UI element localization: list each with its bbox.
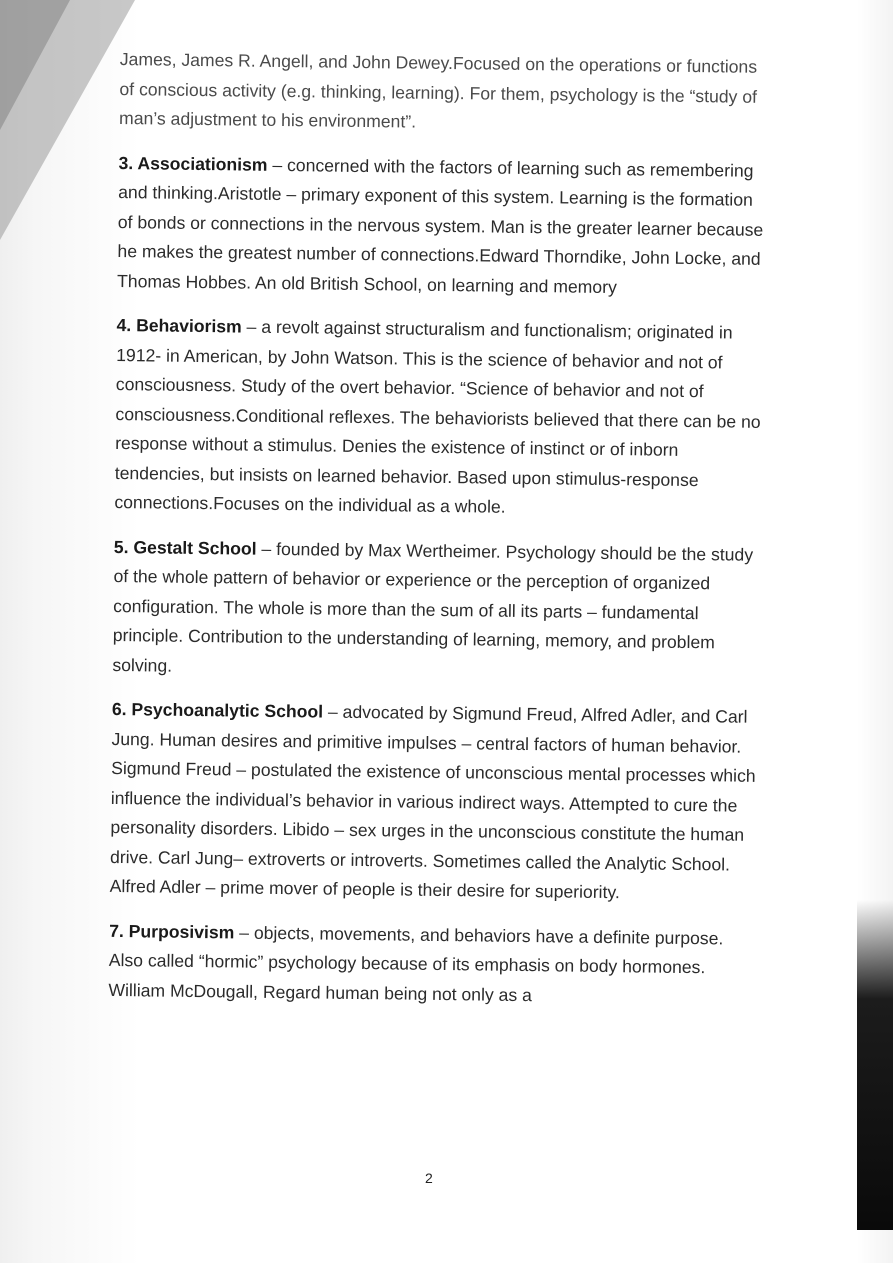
page-corner-fold-inner bbox=[0, 0, 70, 130]
page-number: 2 bbox=[425, 1170, 433, 1186]
document-page bbox=[108, 45, 770, 1028]
section-body: – objects, movements, and behaviors have a definite purpose. Also called “hormic” psychology because of its emphasis on body hormones. William McDougall, Regard human being not only as a bbox=[108, 921, 724, 1005]
section-heading: 7. Purposivism bbox=[109, 920, 235, 942]
section-body: – concerned with the factors of learning such as remembering and thinking.Aristotle – primary exponent of this system. Learning is the formation of bonds or connections in the nervous system. Man is the greater learner because he makes the greatest number of connections.Edward Thorndike, John Locke, and Thomas Hobbes. An old British School, on learning and memory bbox=[117, 154, 764, 297]
intro-paragraph: James, James R. Angell, and John Dewey.Focused on the operations or functions of conscious activity (e.g. thinking, learning). For them, psychology is the “study of man’s adjustment to his environment”. bbox=[118, 48, 758, 132]
section-heading: 4. Behaviorism bbox=[116, 314, 242, 337]
section-gestalt bbox=[112, 532, 764, 687]
section-body: – advocated by Sigmund Freud, Alfred Adler, and Carl Jung. Human desires and primitive impulses – central factors of human behavior. Sigmund Freud – postulated the existence of unconscious mental processes which influence the individual’s behavior in various indirect ways. Attempted to cure the personality disorders. Libido – sex urges in the unconscious constitute the human drive. Carl Jung– extroverts or introverts. Sometimes called the Analytic School. Alfred Adler – prime mover of people is their desire for superiority. bbox=[109, 701, 756, 903]
section-body: – founded by Max Wertheimer. Psychology should be the study of the whole pattern of behavior or experience or the perception of organized configuration. The whole is more than the sum of all its parts – fundamental principle. Contribution to the understanding of learning, memory, and problem solving. bbox=[112, 538, 754, 676]
section-behaviorism bbox=[114, 311, 766, 525]
section-associationism bbox=[117, 148, 769, 303]
section-heading: 5. Gestalt School bbox=[113, 536, 257, 559]
section-body: – a revolt against structuralism and functionalism; originated in 1912- in American, by John Watson. This is the science of behavior and not of consciousness. Study of the overt behavior. “Science of behavior and not of consciousness.Conditional reflexes. The behaviorists believed that there can be no response without a stimulus. Denies the existence of instinct or of inborn tendencies, but insists on learned behavior. Based upon stimulus-response connections.Focuses on the individual as a whole. bbox=[114, 316, 761, 517]
section-heading: 6. Psychoanalytic School bbox=[111, 698, 324, 722]
section-purposivism bbox=[108, 916, 759, 1012]
page-right-shadow bbox=[857, 900, 893, 1230]
section-heading: 3. Associationism bbox=[118, 152, 268, 175]
section-psychoanalytic bbox=[110, 695, 762, 909]
